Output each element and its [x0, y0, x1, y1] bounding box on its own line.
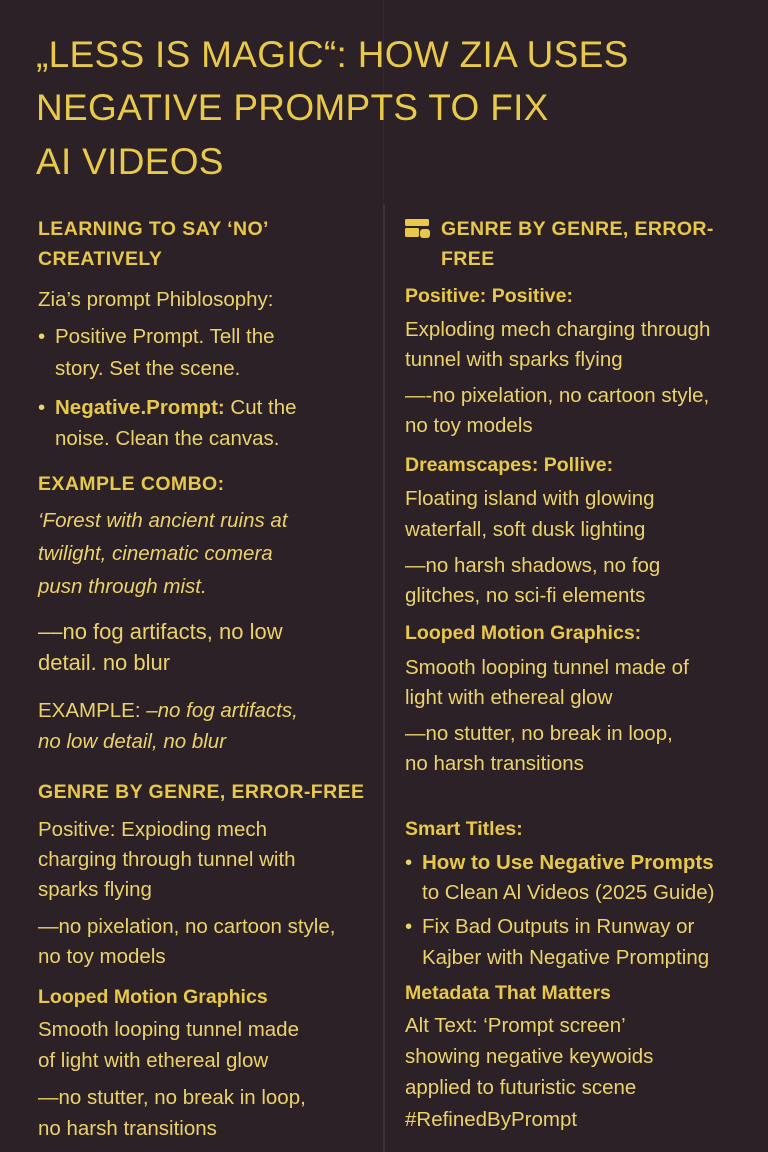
looped-heading: Looped Motion Graphics	[38, 986, 268, 1008]
combo-negative: ––no fog artifacts, no low	[38, 619, 283, 644]
right-heading: FREE	[441, 248, 495, 270]
metadata-text: applied to futuristic scene	[405, 1076, 637, 1099]
combo-prompt: twilight, cinematic comera	[38, 542, 273, 565]
genre-positive: sparks flying	[38, 878, 152, 901]
metadata-text: Alt Text: ‘Prompt screen’	[405, 1014, 626, 1037]
looped-negative: —no stutter, no break in loop,	[38, 1086, 306, 1109]
looped-text: light with ethereal glow	[405, 686, 613, 709]
smart-title-2	[405, 912, 694, 942]
genre-heading: GENRE BY GENRE, ERROR-FREE	[38, 781, 365, 803]
looped-heading: Looped Motion Graphics:	[405, 622, 642, 644]
bullet-icon: •	[405, 851, 413, 874]
dream-negative: —no harsh shadows, no fog	[405, 554, 661, 577]
bullet-icon: •	[38, 396, 46, 419]
example-text: no low detail, no blur	[38, 730, 227, 753]
column-divider	[383, 205, 385, 1152]
bullet-text: Cut the	[224, 396, 297, 419]
positive-text: Exploding mech charging through	[405, 318, 711, 341]
bullet-text: Positive Prompt. Tell the	[55, 325, 275, 348]
bullet-negative: noise. Clean the canvas.	[55, 427, 280, 450]
looped-negative: no harsh transitions	[405, 752, 584, 775]
right-heading: GENRE BY GENRE, ERROR-	[441, 218, 714, 240]
combo-negative: detail. no blur	[38, 650, 171, 675]
looped-positive: Smooth looping tunnel made	[38, 1018, 299, 1041]
positive-negative: —-no pixelation, no cartoon style,	[405, 384, 710, 407]
dream-heading: Dreamscapes: Pollive:	[405, 454, 614, 476]
smart-title-text: How to Use Negative Prompts	[422, 851, 714, 874]
card-icon	[405, 219, 431, 239]
genre-negative: —no pixelation, no cartoon style,	[38, 915, 336, 938]
bullet-positive	[38, 322, 275, 352]
title-line-1: „LESS IS MAGIC“: HOW ZIA USES	[36, 34, 629, 75]
left-heading: LEARNING TO SAY ‘NO’	[38, 218, 269, 240]
looped-negative: —no stutter, no break in loop,	[405, 722, 673, 745]
smart-title-2: Kajber with Negative Prompting	[422, 946, 710, 969]
genre-negative: no toy models	[38, 945, 166, 968]
dream-text: waterfall, soft dusk lighting	[405, 518, 646, 541]
positive-heading: Positive: Positive:	[405, 285, 573, 307]
smart-titles-heading: Smart Titles:	[405, 818, 523, 840]
example-label: EXAMPLE:	[38, 699, 147, 722]
example-combo-heading: EXAMPLE COMBO:	[38, 473, 225, 495]
genre-positive: charging through tunnel with	[38, 848, 296, 871]
bullet-icon: •	[405, 915, 413, 938]
bullet-icon: •	[38, 325, 46, 348]
looped-negative: no harsh transitions	[38, 1117, 217, 1140]
positive-text: tunnel with sparks flying	[405, 348, 623, 371]
metadata-text: showing negative keywoids	[405, 1045, 654, 1068]
smart-title-1	[405, 848, 714, 878]
positive-negative: no toy models	[405, 414, 533, 437]
dream-negative: glitches, no sci-fi elements	[405, 584, 646, 607]
hashtag: #RefinedByPrompt	[405, 1108, 578, 1131]
smart-title-1: to Clean Al Videos (2025 Guide)	[422, 881, 715, 904]
title-line-3: AI VIDEOS	[36, 141, 224, 182]
bullet-positive: story. Set the scene.	[55, 357, 241, 380]
example-line	[38, 696, 298, 726]
combo-prompt: pusn through mist.	[38, 575, 207, 598]
bullet-negative	[38, 393, 297, 423]
metadata-heading: Metadata That Matters	[405, 982, 611, 1004]
combo-prompt: ‘Forest with ancient ruins at	[38, 509, 288, 532]
bullet-label: Negative.Prompt:	[55, 396, 225, 419]
left-heading: CREATIVELY	[38, 248, 163, 270]
genre-positive: Positive: Expioding mech	[38, 818, 268, 841]
dream-text: Floating island with glowing	[405, 487, 655, 510]
smart-title-text: Fix Bad Outputs in Runway or	[422, 915, 695, 938]
example-text: –no fog artifacts,	[146, 699, 298, 722]
philosophy-label: Zia’s prompt Phiblosophy:	[38, 288, 274, 311]
looped-positive: of light with ethereal glow	[38, 1049, 269, 1072]
title-line-2: NEGATIVE PROMPTS TO FIX	[36, 87, 549, 128]
looped-text: Smooth looping tunnel made of	[405, 656, 689, 679]
